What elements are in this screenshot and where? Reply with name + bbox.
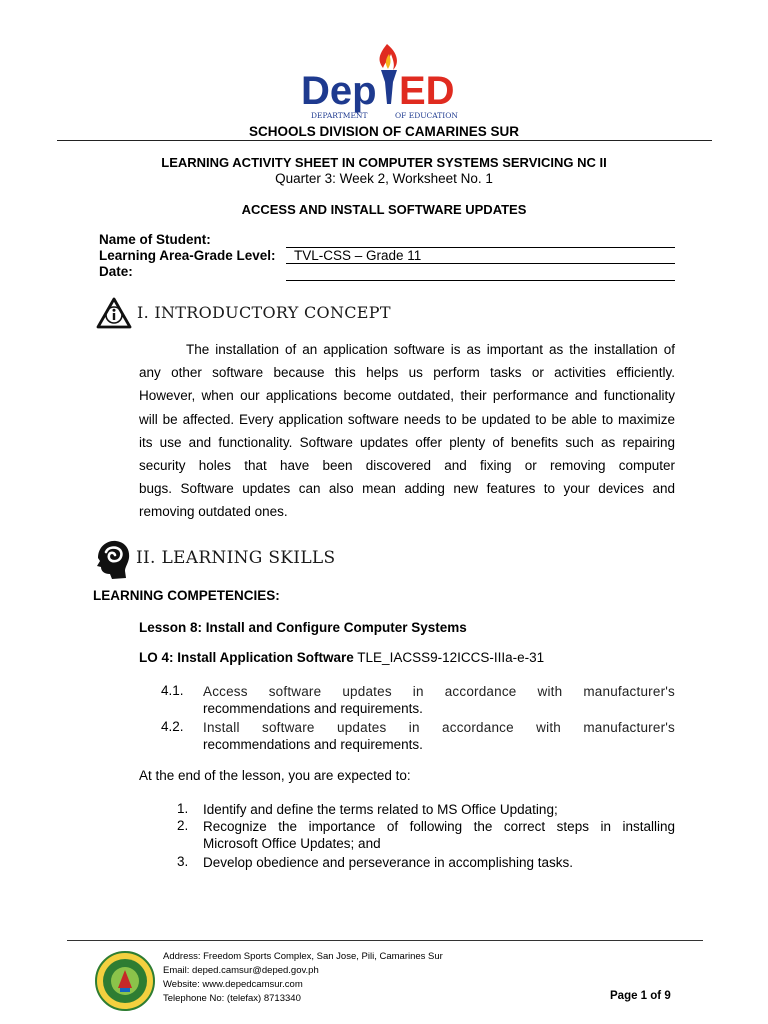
lesson-title: Lesson 8: Install and Configure Computer Systems [139, 620, 467, 635]
competency-number: 4.2. [161, 719, 184, 734]
footer-address: Address: Freedom Sports Complex, San Jose, Pili, Camarines Sur [163, 951, 443, 962]
lo-title: LO 4: Install Application Software [139, 650, 354, 665]
name-field[interactable] [286, 232, 675, 248]
intro-paragraph [139, 338, 675, 524]
deped-logo [0, 42, 768, 126]
page-number: Page 1 of 9 [610, 990, 671, 1002]
sheet-title: LEARNING ACTIVITY SHEET IN COMPUTER SYSTEMS SERVICING NC II [161, 155, 607, 170]
objective-item [177, 801, 675, 818]
svg-text:DEPARTMENT: DEPARTMENT [311, 111, 368, 120]
competency-line: recommendations and requirements. [203, 737, 423, 752]
intro-line: security holes that have been discovered and fixing or removing computer [139, 458, 675, 474]
footer-website[interactable]: Website: www.depedcamsur.com [163, 979, 303, 990]
intro-line: bugs. Software updates can also mean adding new features to your devices and [139, 481, 675, 497]
competency-number: 4.1. [161, 683, 184, 698]
objective-line: Microsoft Office Updates; and [203, 836, 381, 851]
intro-line: However, when our applications become outdated, their performance and functionality [139, 388, 675, 404]
footer-telephone: Telephone No: (telefax) 8713340 [163, 993, 301, 1004]
info-warning-icon [95, 296, 135, 330]
footer-email[interactable]: Email: deped.camsur@deped.gov.ph [163, 965, 319, 976]
competency-line: Install software updates in accordance with manufacturer's [203, 720, 675, 735]
topic-title: ACCESS AND INSTALL SOFTWARE UPDATES [241, 202, 527, 217]
area-field[interactable] [286, 248, 675, 264]
competency-item [161, 683, 675, 717]
intro-line: its use and functionality. Software updates offer plenty of benefits such as repairing [139, 434, 675, 450]
objective-line: Recognize the importance of following the correct steps in installing [203, 819, 675, 834]
division-heading: SCHOOLS DIVISION OF CAMARINES SUR [248, 124, 520, 139]
quarter-info: Quarter 3: Week 2, Worksheet No. 1 [275, 171, 493, 186]
expectations-intro: At the end of the lesson, you are expected to: [139, 768, 411, 783]
learning-outcome [139, 650, 544, 665]
intro-line: The installation of an application software is as important as the installation of [186, 342, 675, 357]
competency-item [161, 719, 675, 753]
intro-line: removing outdated ones. [139, 504, 288, 520]
head-brain-icon [92, 538, 132, 582]
objective-number: 3. [177, 854, 189, 869]
division-seal-icon [94, 950, 156, 1012]
lo-code: TLE_IACSS9-12ICCS-IIIa-e-31 [357, 650, 545, 665]
name-label: Name of Student: [99, 232, 211, 247]
svg-text:Dep: Dep [301, 69, 377, 113]
competency-line: Access software updates in accordance with manufacturer's [203, 684, 675, 699]
area-value: TVL-CSS – Grade 11 [294, 248, 422, 263]
objective-item [177, 854, 675, 871]
header-divider [57, 140, 712, 141]
objective-number: 1. [177, 801, 189, 816]
objective-line: Identify and define the terms related to MS Office Updating; [203, 802, 558, 817]
objective-item [177, 818, 675, 852]
footer-contact [163, 950, 443, 1006]
competency-line: recommendations and requirements. [203, 701, 423, 716]
svg-text:ED: ED [399, 69, 455, 113]
competencies-heading: LEARNING COMPETENCIES: [93, 588, 280, 603]
objective-number: 2. [177, 818, 189, 833]
section-2-title: II. LEARNING SKILLS [136, 548, 336, 568]
deped-logo-mark [299, 42, 469, 126]
section-1-title: I. INTRODUCTORY CONCEPT [137, 303, 391, 322]
intro-line: any other software because this helps us perform tasks or activities efficiently. [139, 365, 675, 381]
area-label: Learning Area-Grade Level: [99, 248, 276, 263]
date-label: Date: [99, 264, 133, 279]
intro-line: will be affected. Every application software needs to be updated to be able to maximize [139, 411, 675, 427]
svg-text:OF EDUCATION: OF EDUCATION [395, 111, 458, 120]
date-field[interactable] [286, 265, 675, 281]
objective-line: Develop obedience and perseverance in accomplishing tasks. [203, 855, 573, 870]
footer-divider [67, 940, 703, 941]
